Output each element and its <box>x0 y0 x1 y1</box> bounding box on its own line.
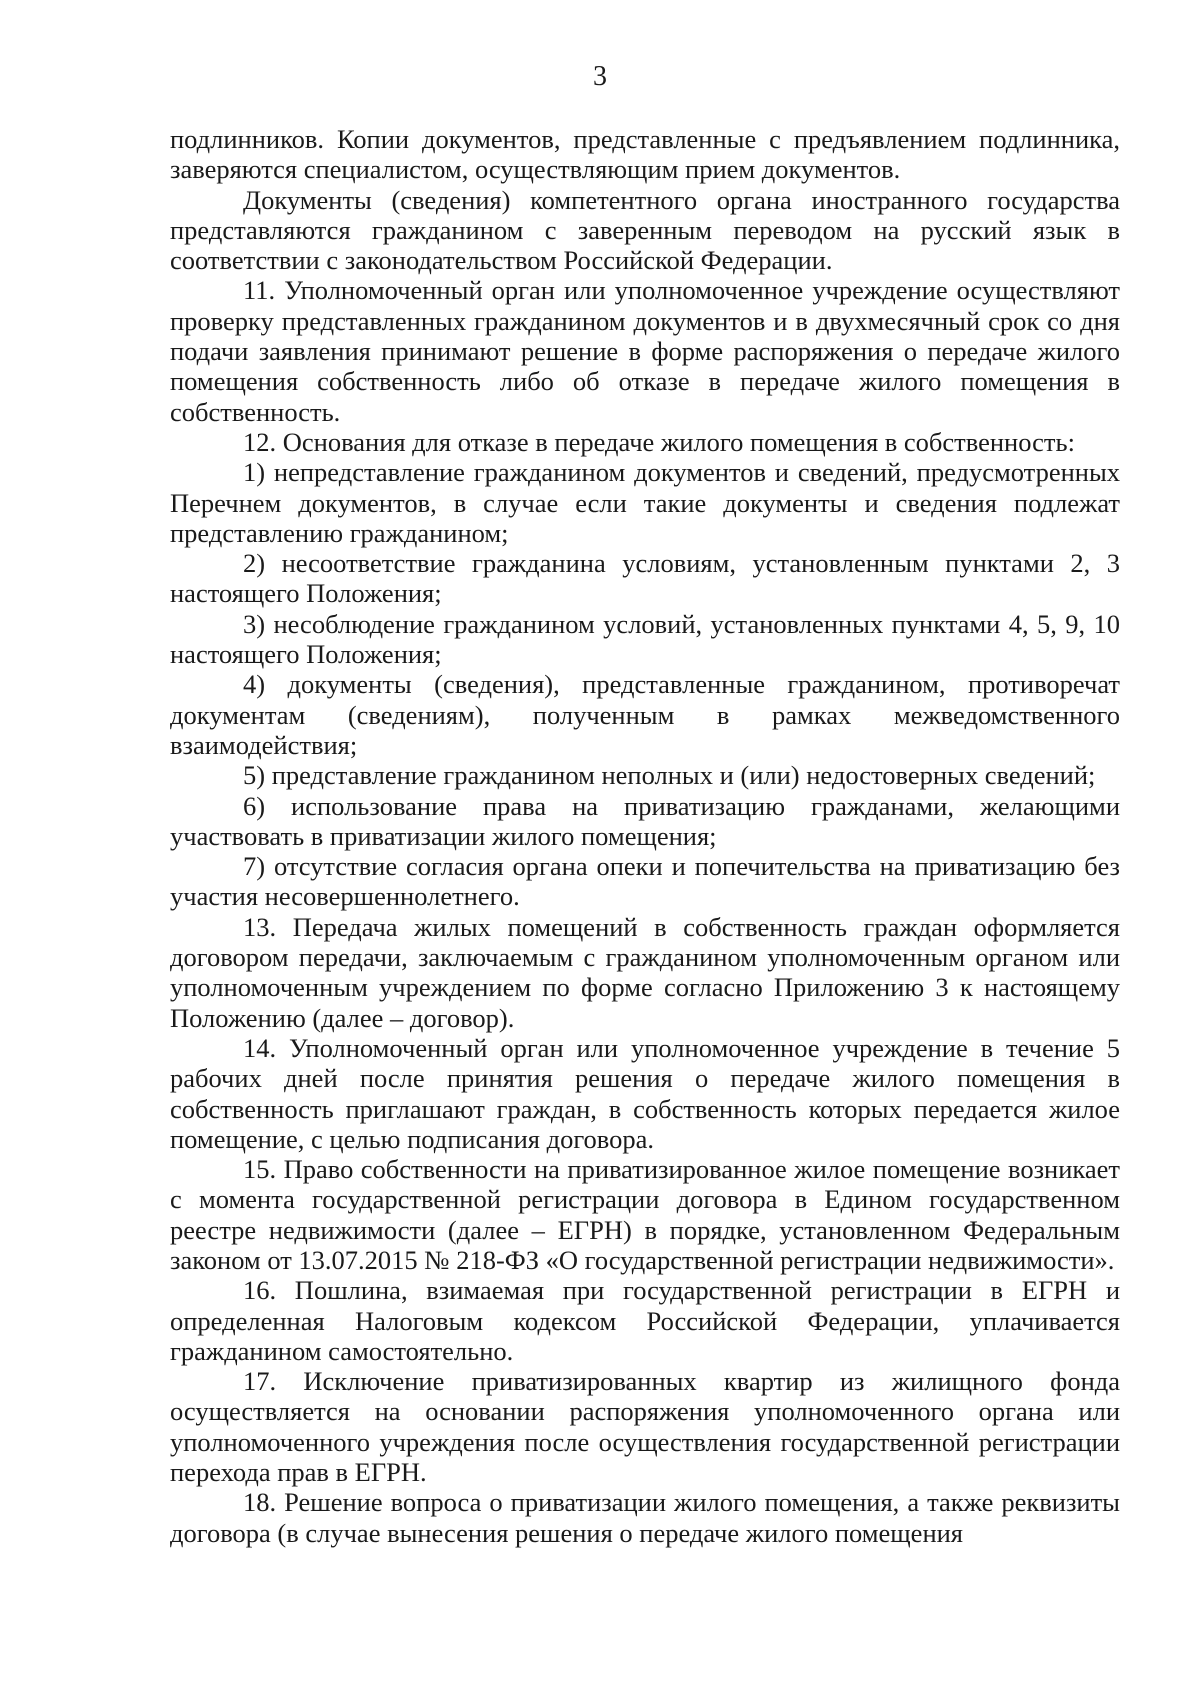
list-item-refusal-2: 2) несоответствие гражданина условиям, установленным пунктами 2, 3 настоящего Положения; <box>170 548 1120 609</box>
paragraph-foreign-documents: Документы (сведения) компетентного органа иностранного государства представляются гражданином с заверенным переводом на русский язык в соответствии с законодательством Российской Федерации. <box>170 184 1120 276</box>
list-item-refusal-4: 4) документы (сведения), представленные гражданином, противоречат документам (сведениям), полученным в рамках межведомственного взаимодействия; <box>170 669 1120 760</box>
paragraph-clause-15: 15. Право собственности на приватизированное жилое помещение возникает с момента государственной регистрации договора в Едином государственном реестре недвижимости (далее – ЕГРН) в порядке, установленном Федеральным законом от 13.07.2015 № 218-ФЗ «О государственной регистрации недвижимости». <box>170 1154 1120 1275</box>
paragraph-continuation: подлинников. Копии документов, представленные с предъявлением подлинника, заверяются специалистом, осуществляющим прием документов. <box>170 124 1120 185</box>
paragraph-clause-18: 18. Решение вопроса о приватизации жилого помещения, а также реквизиты договора (в случае вынесения решения о передаче жилого помещения <box>170 1487 1120 1548</box>
paragraph-clause-17: 17. Исключение приватизированных квартир из жилищного фонда осуществляется на основании распоряжения уполномоченного органа или уполномоченного учреждения после осуществления государственной регистрации перехода прав в ЕГРН. <box>170 1366 1120 1488</box>
paragraph-clause-13: 13. Передача жилых помещений в собственность граждан оформляется договором передачи, заключаемым с гражданином уполномоченным органом или уполномоченным учреждением по форме согласно Приложению 3 к настоящему Положению (далее – договор). <box>170 911 1120 1033</box>
paragraph-clause-11: 11. Уполномоченный орган или уполномоченное учреждение осуществляют проверку представленных гражданином документов и в двухмесячный срок со дня подачи заявления принимают решение в форме распоряжения о передаче жилого помещения собственность либо об отказе в передаче жилого помещения в собственность. <box>170 275 1120 427</box>
list-item-refusal-1: 1) непредставление гражданином документов и сведений, предусмотренных Перечнем документов, в случае если такие документы и сведения подлежат представлению гражданином; <box>170 457 1120 548</box>
list-item-refusal-6: 6) использование права на приватизацию гражданами, желающими участвовать в приватизации жилого помещения; <box>170 790 1120 851</box>
paragraph-clause-14: 14. Уполномоченный орган или уполномоченное учреждение в течение 5 рабочих дней после принятия решения о передаче жилого помещения в собственность приглашают граждан, в собственность которых передается жилое помещение, с целью подписания договора. <box>170 1032 1120 1154</box>
list-item-refusal-3: 3) несоблюдение гражданином условий, установленных пунктами 4, 5, 9, 10 настоящего Положения; <box>170 608 1120 670</box>
list-item-refusal-5: 5) представление гражданином неполных и (или) недостоверных сведений; <box>243 760 1096 791</box>
page-number: 3 <box>593 61 607 92</box>
paragraph-clause-12: 12. Основания для отказе в передаче жилого помещения в собственность: <box>243 426 1075 457</box>
document-body <box>170 124 1120 1548</box>
list-item-refusal-7: 7) отсутствие согласия органа опеки и попечительства на приватизацию без участия несовершеннолетнего. <box>170 851 1120 912</box>
paragraph-clause-16: 16. Пошлина, взимаемая при государственной регистрации в ЕГРН и определенная Налоговым кодексом Российской Федерации, уплачивается гражданином самостоятельно. <box>170 1275 1120 1366</box>
